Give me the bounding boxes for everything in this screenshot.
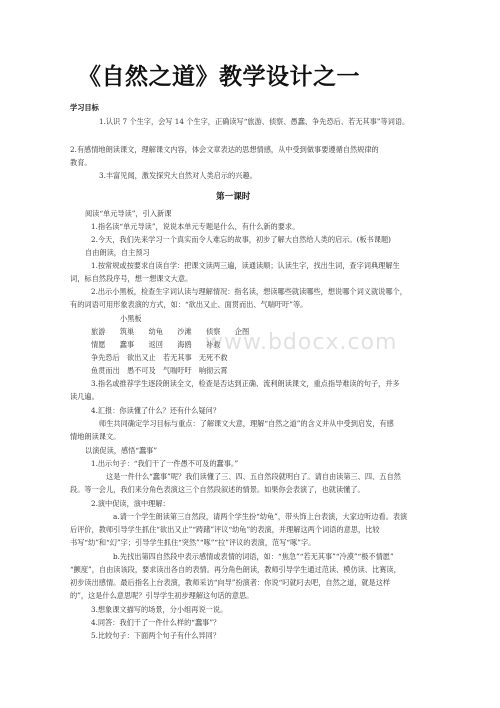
- paragraph-line: 读几遍。: [70, 392, 99, 401]
- paragraph-line: 书写“幼”和“幻”字；引导学生抓住“突然”“啄”“拉”评议的表演，范写“啄”字。: [70, 538, 316, 547]
- objective-line: 教育。: [70, 158, 92, 167]
- paragraph-line: 阅读“单元导读”，引入新课: [85, 209, 172, 218]
- paragraph-line: 1.按常规或按要求自读自学：把课文读两三遍，读通读顺；认读生字，找出生词，查字词典理解生: [91, 261, 400, 270]
- vocab-row: 争先恐后 欲出又止 若无其事 无死不救: [91, 353, 228, 362]
- paragraph-line: 4.汇报：你读懂了什么？还有什么疑问？: [91, 406, 221, 415]
- paragraph-line: 的”，这是什么意思呢？引导学生初步理解这句话的意思。: [70, 591, 254, 600]
- paragraph-line: “颤度”，自由读该段，要求读出各自的表情。再分角色朗读，教师引导学生通过范读、模仿读、比赛读，: [70, 565, 401, 574]
- paragraph-line: b.先找出第四自然段中表示感情或表情的词语，如：“焦急”“若无其事”“冷漠”“极不情愿”: [113, 552, 394, 561]
- paragraph-line: 师生共同确定学习目标与重点：了解课文大意，理解“自然之道”的含义并从中受到启发，有感: [99, 419, 394, 428]
- page-title: 《自然之道》教学设计之一: [78, 64, 360, 90]
- blackboard-label: 小黑板: [120, 314, 142, 323]
- paragraph-line: 1.出示句子：“我们干了一件愚不可及的蠢事。”: [91, 459, 239, 468]
- paragraph-line: 情地朗读课文。: [70, 432, 121, 441]
- paragraph-line: 2.出示小黑板，检查生字词认读与理解情况：指名读，想读哪些就读哪些，想说哪个词义就说哪个，: [91, 287, 407, 296]
- paragraph-line: 5.比较句子：下面两个句子有什么异同？: [91, 631, 221, 640]
- paragraph-line: 以演促读，感悟“蠢事”: [85, 446, 158, 455]
- objective-line: 2.有感情地朗读课文，理解课文内容，体会文章表达的思想情感，从中受到做事要遵循自然规律的: [70, 145, 379, 154]
- paragraph-line: 这是一件什么“蠢事”呢？我们读懂了三、四、五自然段就明白了。请自由读第三、四、五自然: [106, 472, 401, 481]
- objective-line: 1.认识 7 个生字，会写 14 个生字，正确读写“旅游、侦察、愚蠢、争先恐后、若无其事”等词语。: [99, 117, 410, 126]
- paragraph-line: 2.演中促读，演中理解：: [91, 499, 170, 508]
- objective-line: 3.丰富见闻，激发探究大自然对人类启示的兴趣。: [99, 171, 257, 180]
- paragraph-line: 有的词语可用形象表演的方式，如：“欲出又止、面贯而出、气喘吁吁”等。: [70, 300, 308, 309]
- paragraph-line: 段。等一会儿，我们来分角色表演这三个自然段叙述的情景。如果你会表演了，也就读懂了。: [70, 485, 365, 494]
- paragraph-line: 自由朗读，自主预习: [85, 248, 150, 257]
- vocab-row: 旅游 筑巢 幼龟 沙滩 侦察 企图: [91, 327, 250, 336]
- section-heading: 第一课时: [216, 192, 251, 202]
- objectives-heading: 学习目标: [70, 103, 99, 112]
- paragraph-line: 初步读出感情。最后指名上台表演，教师采访“向导”扮演者：你说“叼就叼去吧，自然之道，就是这样: [70, 578, 391, 587]
- paragraph-line: 词，标自然段序号，想一想课文大意。: [70, 274, 193, 283]
- paragraph-line: a.请一个学生朗读第三自然段，请两个学生扮“幼龟”，带头饰上台表演，大家边听边看。表演: [113, 512, 408, 521]
- vocab-row: 情愿 蠢事 返回 海鸥 补救: [91, 340, 221, 349]
- watermark: www.bdocx.com: [205, 330, 398, 355]
- paragraph-line: 3.指名或推荐学生逐段朗读全文，检查是否达到正确、流利朗读课文，重点指导难读的句子，并多: [91, 379, 400, 388]
- paragraph-line: 后评价，教师引导学生抓住“欲出又止”“踌躇”评议“幼龟”的表演，并理解这两个词语的意思，比较: [70, 525, 380, 534]
- paragraph-line: 1.指名读“单元导读”，说说本单元专题是什么，有什么新的要求。: [91, 222, 300, 231]
- paragraph-line: 2.今天，我们先来学习一个真实而令人难忘的故事，初步了解大自然给人类的启示。(板书课题): [91, 235, 391, 244]
- paragraph-line: 4.同答：我们干了一件什么样的“蠢事”？: [91, 618, 221, 627]
- vocab-row: 鱼贯而出 愚不可及 气喘吁吁 响彻云霄: [91, 366, 228, 375]
- paragraph-line: 3.想象课文描写的场景，分小组再说一说。: [91, 605, 228, 614]
